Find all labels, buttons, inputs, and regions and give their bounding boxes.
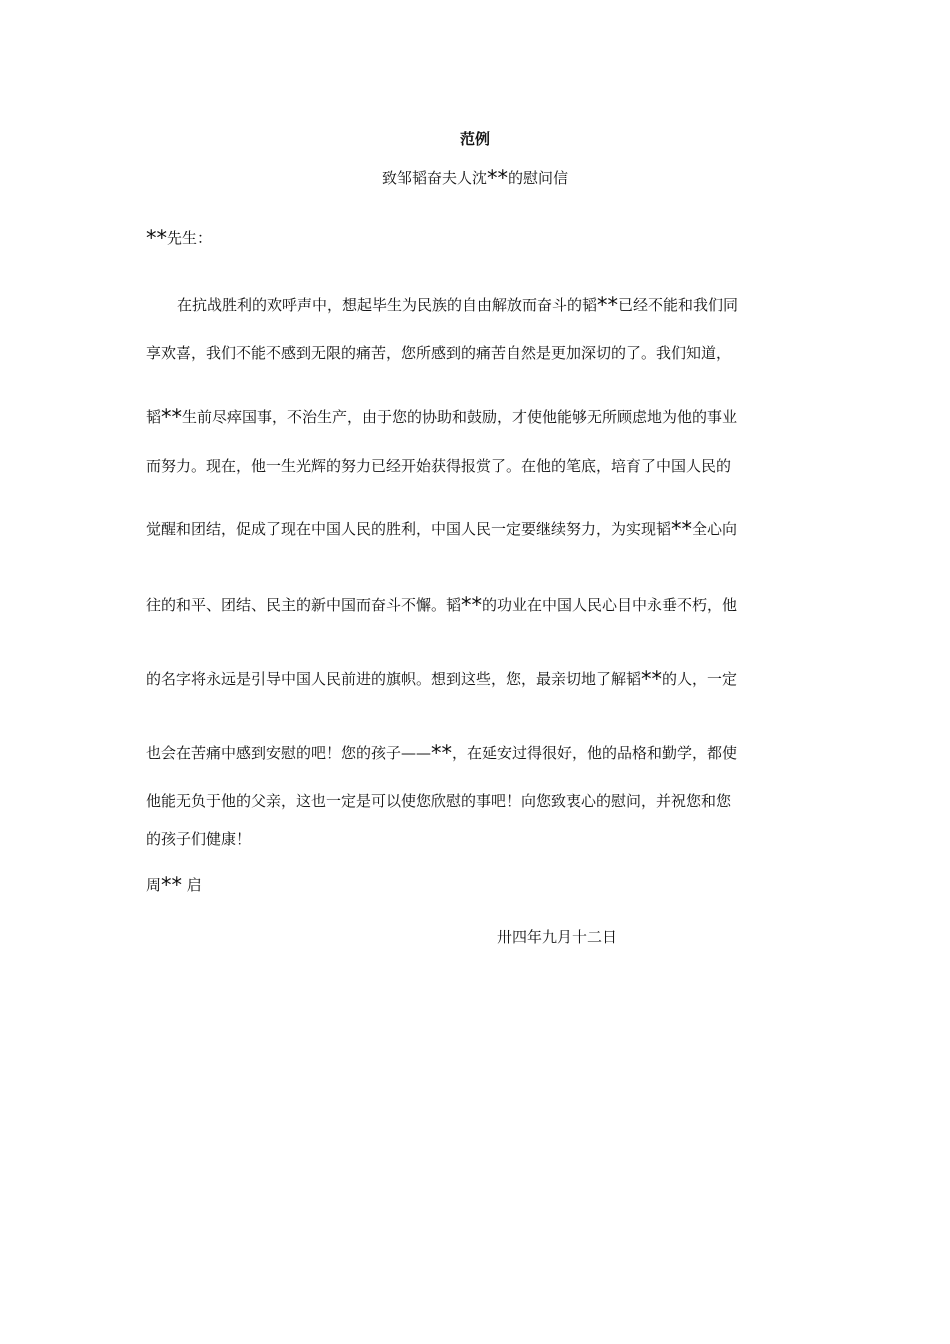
body-line-text: 也会在苦痛中感到安慰的吧！您的孩子—— [146, 744, 432, 762]
body-line-text: 而努力。现在，他一生光辉的努力已经开始获得报赏了。在他的笔底，培育了中国人民的 [146, 457, 732, 475]
body-line-mask: ** [431, 741, 453, 765]
body-line [146, 790, 731, 812]
body-line [177, 294, 738, 316]
title-after: 的慰问信 [508, 169, 569, 187]
body-line-text: ，在延安过得很好，他的品格和勤学，都使 [452, 744, 738, 762]
body-line-text: 生前尽瘁国事，不治生产，由于您的协助和鼓励，才使他能够无所顾虑地为他的事业 [182, 408, 738, 426]
body-line [146, 742, 737, 764]
body-line-text: 的名字将永远是引导中国人民前进的旗帜。想到这些，您，最亲切地了解韬 [146, 670, 642, 688]
signature-after: 启 [182, 876, 202, 894]
body-line-text: 全心向 [692, 520, 738, 538]
body-line-text: 他能无负于他的父亲，这也一定是可以使您欣慰的事吧！向您致衷心的慰问，并祝您和您 [146, 792, 732, 810]
body-line-mask: ** [641, 667, 663, 691]
salutation-text: 先生： [167, 229, 213, 247]
title-before: 致邹韬奋夫人沈 [381, 169, 487, 187]
body-line [146, 668, 737, 690]
document-title [0, 166, 950, 190]
body-line-text: 觉醒和团结，促成了现在中国人民的胜利，中国人民一定要继续努力，为实现韬 [146, 520, 672, 538]
body-line-text: 往的和平、团结、民主的新中国而奋斗不懈。韬 [146, 596, 462, 614]
body-line-text: 的功业在中国人民心目中永垂不朽，他 [482, 596, 738, 614]
body-line-text: 在抗战胜利的欢呼声中，想起毕生为民族的自由解放而奋斗的韬 [177, 296, 598, 314]
body-line-text: 的孩子们健康！ [146, 830, 252, 848]
letter-date: 卅四年九月十二日 [497, 928, 618, 946]
body-line [146, 828, 251, 850]
signature [146, 874, 202, 896]
body-line-text: 享欢喜，我们不能不感到无限的痛苦，您所感到的痛苦自然是更加深切的了。我们知道， [146, 344, 732, 362]
body-line-mask: ** [597, 293, 619, 317]
salutation [146, 227, 212, 249]
body-line [146, 455, 731, 477]
body-line-text: 已经不能和我们同 [618, 296, 739, 314]
salutation-mask: ** [146, 226, 167, 250]
body-line [146, 342, 731, 364]
body-line [146, 594, 737, 616]
body-line-mask: ** [671, 517, 693, 541]
signature-before: 周 [146, 876, 162, 894]
document-label: 范例 [459, 130, 490, 148]
body-line-mask: ** [461, 593, 483, 617]
body-line [146, 406, 737, 428]
body-line-text: 的人，一定 [662, 670, 738, 688]
title-mask: ** [487, 166, 508, 190]
signature-mask: ** [161, 873, 183, 897]
body-line [146, 518, 737, 540]
body-line-mask: ** [161, 405, 183, 429]
body-line-text: 韬 [146, 408, 162, 426]
